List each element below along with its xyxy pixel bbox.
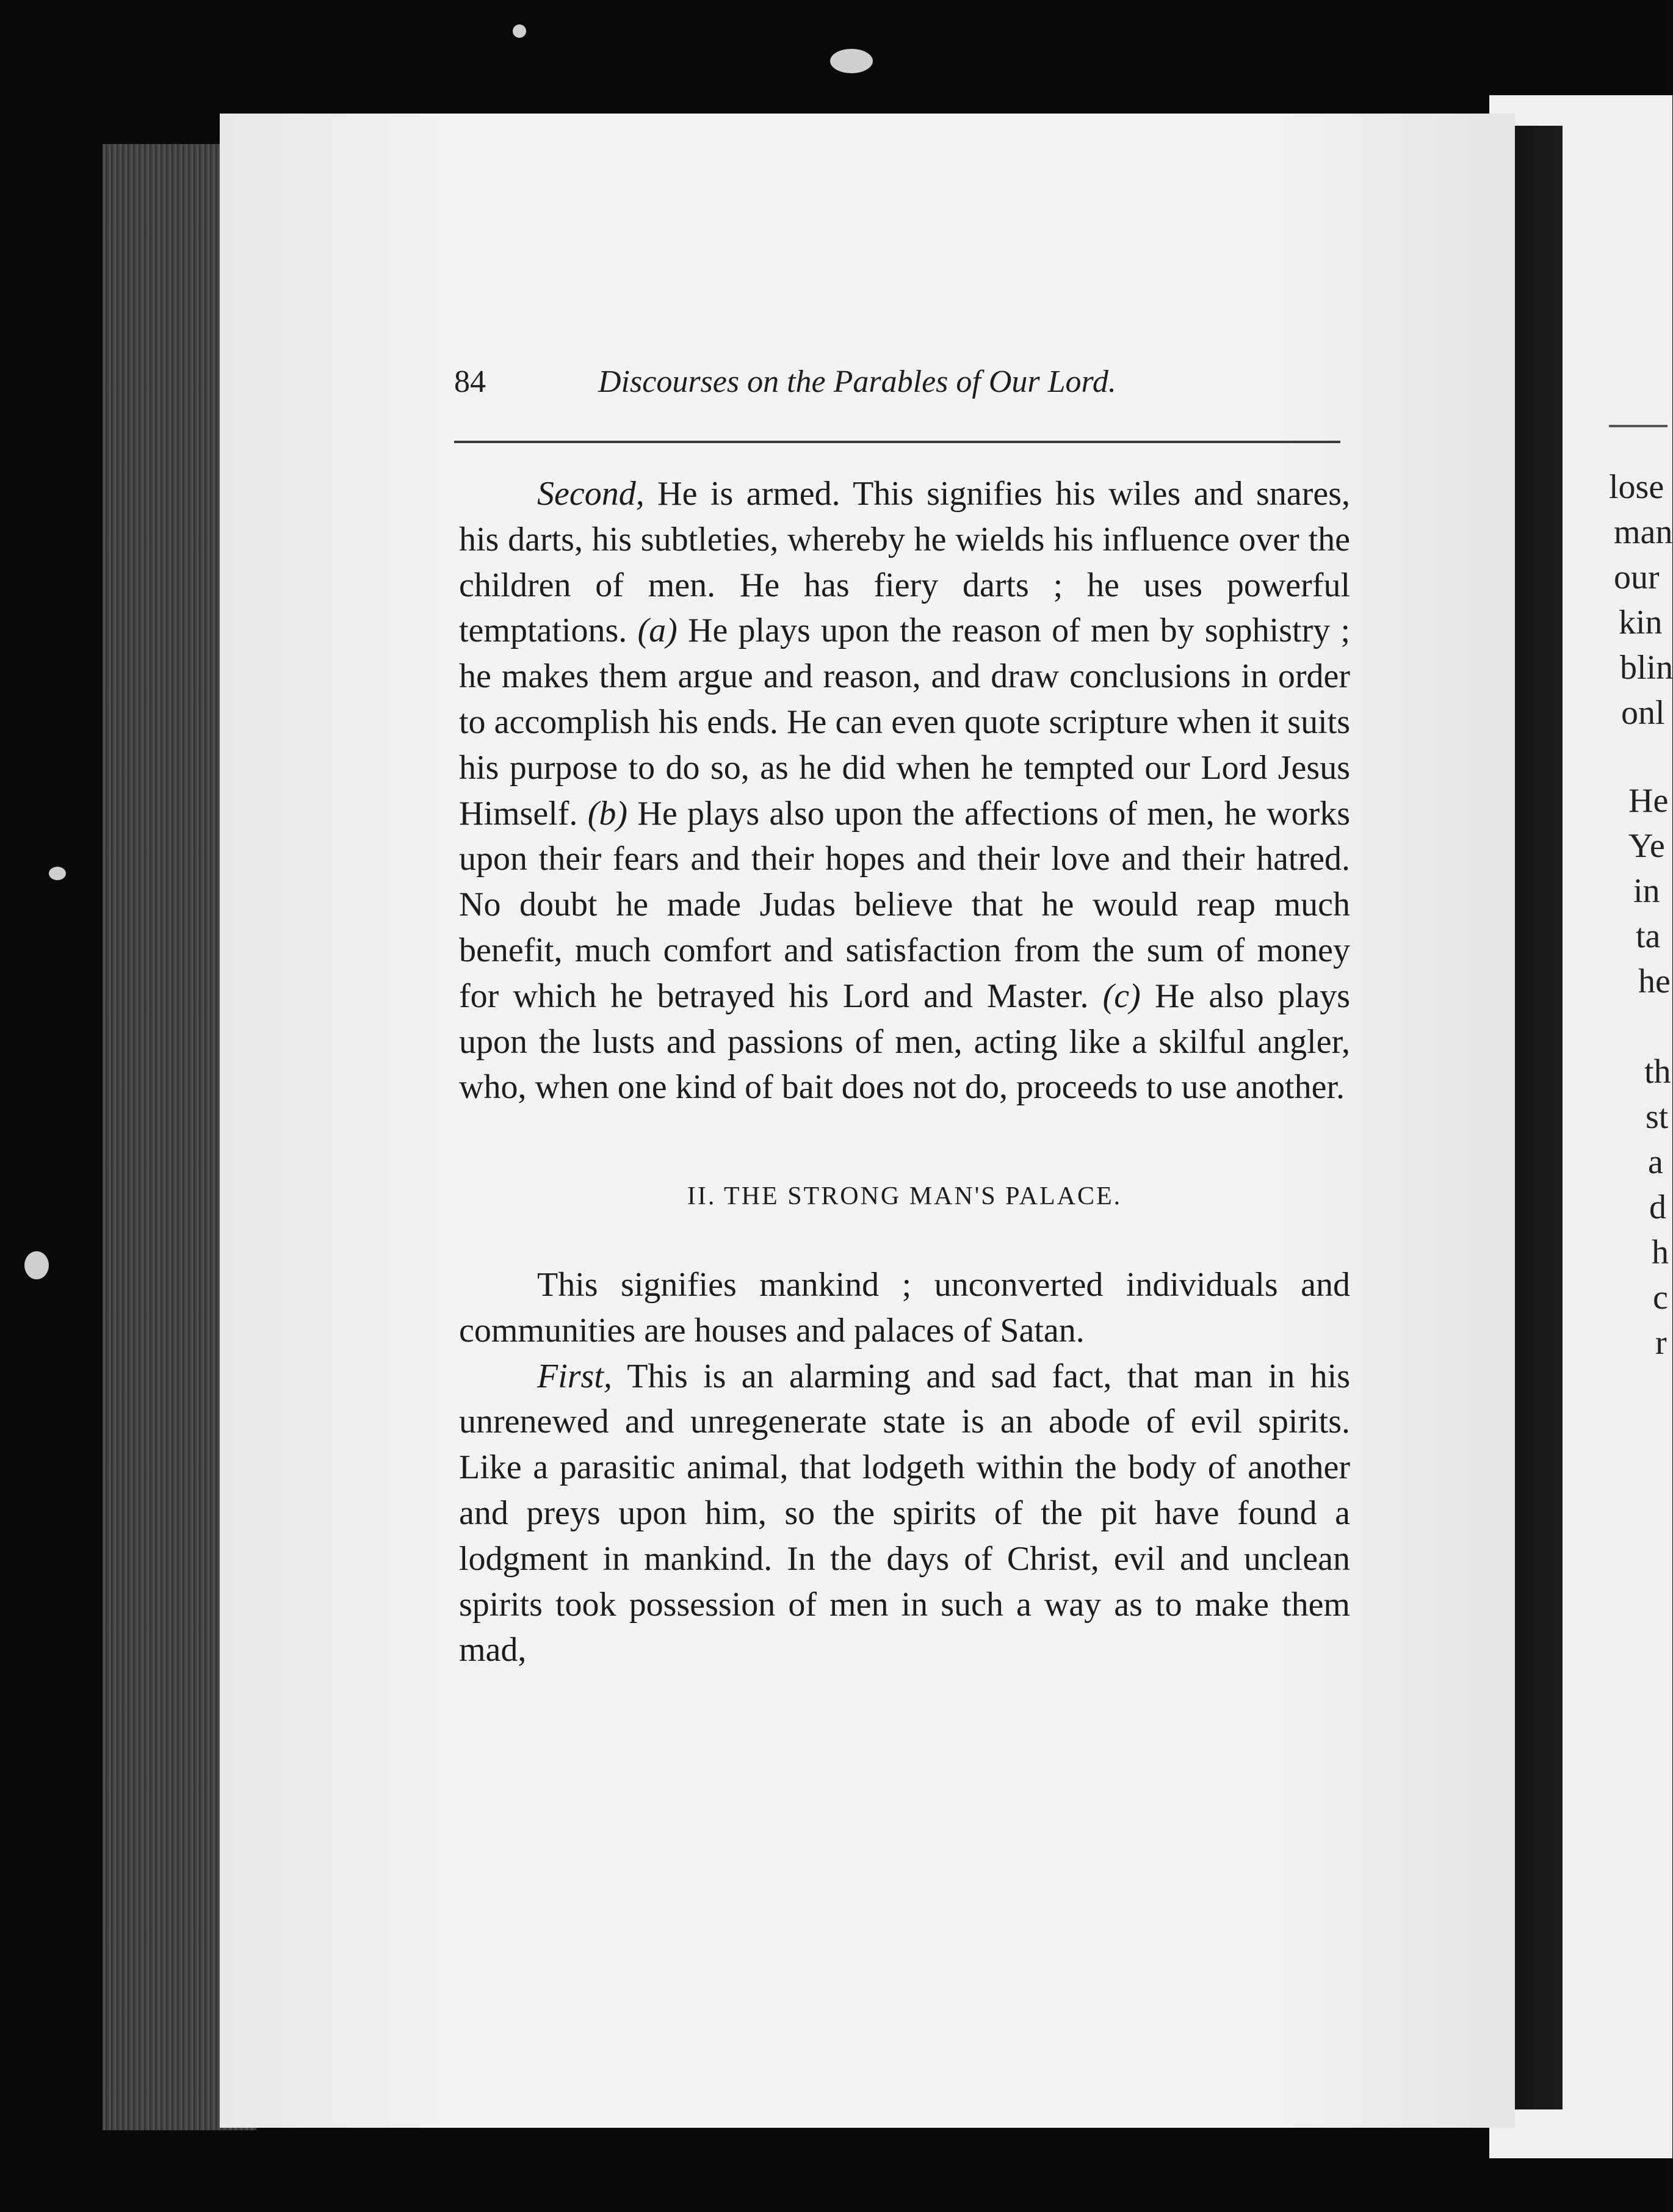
page-number: 84 <box>454 364 486 399</box>
paragraph-lead: Second, <box>537 475 645 513</box>
paragraph-first <box>459 1354 1350 1674</box>
facing-page-fragment: r <box>1655 1324 1667 1362</box>
facing-page-fragment: our <box>1614 558 1660 596</box>
facing-page-fragment: man <box>1614 513 1673 551</box>
running-title: Discourses on the Parables of Our Lord. <box>598 364 1116 399</box>
paragraph-text: He is armed. This signifies his wiles and snares, his darts, his subtleties, whereby he wields his influence over the children of men. He has fiery darts ; he uses powerful temptations. <box>459 475 1350 650</box>
facing-page-fragment: c <box>1653 1279 1668 1317</box>
facing-page-fragment: in <box>1633 872 1660 910</box>
enumeration-marker: (a) <box>637 612 678 650</box>
facing-page-fragment: d <box>1649 1188 1666 1226</box>
facing-page-fragment: a <box>1648 1143 1663 1181</box>
body-text <box>459 471 1350 1673</box>
facing-page-fragment: Ye <box>1628 827 1665 865</box>
facing-page-rule <box>1609 425 1668 427</box>
dust-speck <box>24 1251 49 1279</box>
facing-page-fragment: He <box>1628 782 1669 820</box>
paragraph-mankind: This signifies mankind ; unconverted individuals and communities are houses and palaces of Satan. <box>459 1265 1350 1350</box>
facing-page-fragment: st <box>1646 1098 1669 1136</box>
facing-page-fragment: he <box>1638 963 1671 1000</box>
facing-page-fragment: h <box>1652 1234 1669 1271</box>
paragraph-second <box>459 471 1350 1110</box>
facing-page-fragment: lose <box>1609 468 1664 506</box>
paragraph-text: He plays upon the reason of men by sophistry ; he makes them argue and reason, and draw conclusions in order to accomplish his ends. He can even quote scripture when it suits his purpose to do so, as he did when he tempted our Lord Jesus Himself. <box>459 612 1351 833</box>
facing-page-fragment: kin <box>1619 604 1663 642</box>
facing-page-fragment: blin <box>1620 649 1673 687</box>
dust-speck <box>49 867 66 880</box>
paragraph-text: This is an alarming and sad fact, that man in his unrenewed and unregenerate state is an abode of evil spirits. Like a parasitic animal, that lodgeth within the body of another and preys upon him, so the spirits of the pit have found a lodgment in mankind. In the days of Christ, evil and unclean spirits took possession of men in such a way as to make them mad, <box>459 1357 1350 1669</box>
facing-page-fragment: th <box>1644 1053 1671 1091</box>
paragraph-text: He also plays upon the lusts and passions of men, acting like a skilful angler, who, when one kind of bait does not do, proceeds to use another. <box>459 977 1350 1107</box>
facing-page-fragment: ta <box>1636 917 1661 955</box>
facing-page-fragment: onl <box>1621 694 1665 732</box>
header-rule <box>454 441 1340 443</box>
enumeration-marker: (b) <box>587 794 628 833</box>
dust-speck <box>513 24 526 38</box>
section-heading: II. THE STRONG MAN'S PALACE. <box>687 1182 1122 1211</box>
dust-speck <box>830 49 873 73</box>
paragraph-text: He plays also upon the affections of men, he works upon their fears and their hopes and their love and their hatred. No doubt he made Judas believe that he would reap much benefit, much comfort and satisfaction from the sum of money for which he betrayed his Lord and Master. <box>459 794 1351 1015</box>
enumeration-marker: (c) <box>1102 977 1141 1015</box>
paragraph-lead: First, <box>537 1357 612 1395</box>
page-header <box>454 364 1235 407</box>
